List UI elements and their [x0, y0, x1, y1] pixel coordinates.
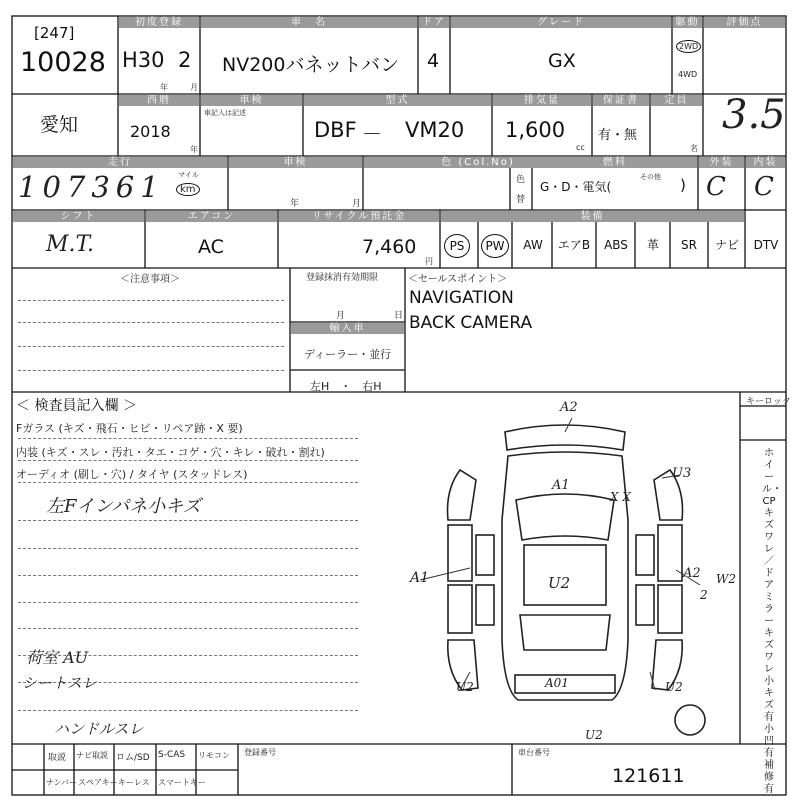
first-reg-month: 2 [178, 48, 192, 72]
drive-2wd: 2WD [676, 40, 701, 53]
option-spare-key: スペアキー [78, 778, 118, 787]
registration-header: 登録番号 [244, 748, 276, 757]
mileage-header: 走行 [13, 157, 227, 168]
recycle-header: リサイクル預託金 [279, 211, 439, 222]
option-rom-sd: ロム/SD [116, 753, 150, 763]
side-note: ホイール・CPキズ ワレ／ドアミラーキズ ワレ 小キズ有 小凹有 補修有 [762, 448, 782, 795]
inspector-header: ＜ 検査員記入欄 ＞ [16, 398, 137, 414]
shift-header: シフト [13, 211, 144, 222]
model-name: NV200バネットバン [222, 54, 400, 76]
capacity-header: 定員 [651, 95, 702, 106]
drive-4wd: 4WD [678, 70, 698, 79]
model-code-value: VM20 [405, 118, 465, 142]
sales-point-header: ＜セールスポイント＞ [408, 274, 508, 285]
shaken-month-unit: 月 [352, 199, 362, 209]
equip-pw: PW [481, 234, 509, 258]
option-navi-manual: ナビ取説 [76, 751, 108, 760]
region: 愛知 [40, 114, 79, 136]
recycle-value: 7,460 [362, 236, 417, 258]
shaken-year-unit: 年 [290, 199, 300, 209]
first-reg-era: H30 [122, 48, 165, 72]
equipment-header: 装備 [441, 211, 744, 222]
aircon-header: エアコン [146, 211, 277, 222]
chassis-header: 車台番号 [518, 748, 550, 757]
grade-header: グレード [451, 17, 671, 28]
displacement-header: 排気量 [493, 95, 591, 106]
vehicle-note-header: 車検 [201, 95, 302, 106]
interior-value: C [754, 172, 774, 202]
option-number: ナンバー [46, 778, 78, 787]
lot-bracket: [247] [34, 24, 75, 42]
mileage-km-label: km [176, 183, 200, 196]
inspector-line-1: Fガラス (キズ・飛石・ヒビ・リペア跡・X 要) [16, 422, 243, 435]
mark-u2-br: U2 [665, 680, 683, 694]
exterior-header: 外装 [699, 157, 744, 168]
mark-u2-bl: U2 [456, 680, 474, 694]
option-scas: S-CAS [158, 750, 186, 760]
doors-value: 4 [427, 50, 440, 72]
year-unit: 年 [190, 145, 198, 154]
equip-navi: ナビ [714, 238, 739, 252]
key-lock-label: キーロック [746, 397, 791, 407]
mark-u2-bottom: U2 [585, 728, 603, 742]
first-reg-year-unit: 年 [160, 83, 168, 92]
import-header: 輸入車 [291, 323, 404, 334]
equip-sr: SR [681, 238, 697, 252]
mileage-value: 107361 [18, 170, 165, 204]
exterior-value: C [706, 172, 726, 202]
first-reg-month-unit: 月 [190, 83, 198, 92]
drive-header: 駆動 [673, 17, 702, 28]
first-reg-header: 初度登録 [119, 17, 199, 28]
mark-u3: U3 [672, 466, 692, 481]
mark-a2-right: A2 [683, 566, 701, 581]
year-header: 西暦 [119, 95, 199, 106]
lot-number: 10028 [20, 47, 106, 78]
color-header: 色 (Col.No) [364, 157, 592, 168]
sales-point-line-2: BACK CAMERA [409, 313, 533, 333]
mark-u2-center: U2 [548, 574, 571, 592]
grade-value: GX [548, 50, 576, 72]
option-remote: リモコン [198, 751, 230, 760]
aircon-value: AC [198, 236, 224, 258]
option-keyless: キーレス [118, 778, 150, 787]
color-change-top: 色 [516, 175, 526, 185]
reg-expiry-header: 登録抹消有効期限 [306, 273, 379, 283]
rating-header: 評価点 [704, 17, 785, 28]
interior-header: 内装 [746, 157, 785, 168]
fuel-other: その他 [640, 173, 661, 181]
displacement-unit: cc [576, 143, 585, 152]
import-dealer: ディーラー・並行 [304, 348, 392, 361]
color-change-bottom: 替 [516, 195, 526, 205]
mark-2: 2 [700, 588, 708, 602]
shift-value: M.T. [46, 232, 94, 257]
inspector-hand-note-3: シートスレ [22, 674, 97, 692]
equip-abs: ABS [604, 238, 628, 252]
vehicle-note-sub: 車記入は記述 [204, 109, 246, 117]
inspector-hand-note: 左Fインパネ小キズ [46, 496, 201, 517]
doors-header: ドア [419, 17, 449, 28]
import-handle: 左H ・ 右H [310, 380, 382, 393]
mark-a1-left: A1 [410, 570, 430, 586]
capacity-unit: 名 [690, 144, 698, 153]
equip-airbag: エアB [557, 238, 591, 252]
displacement-value: 1,600 [505, 118, 566, 142]
equip-ps: PS [444, 234, 470, 258]
rating-value: 3.5 [722, 92, 786, 138]
year-value: 2018 [130, 122, 171, 141]
fuel-close: ) [680, 176, 686, 194]
fuel-value: G・D・電気( [540, 180, 612, 194]
inspector-hand-note-2: 荷室 AU [26, 648, 89, 667]
fuel-header: 燃料 [533, 157, 697, 168]
model-code-header: 型式 [304, 95, 491, 106]
equip-leather: 革 [646, 238, 659, 252]
warranty-value: 有・無 [598, 128, 638, 143]
warranty-header: 保証書 [593, 95, 649, 106]
model-code-dash: － [362, 122, 382, 146]
reg-expiry-month: 月 [336, 311, 346, 321]
inspector-hand-note-4: ハンドルスレ [54, 720, 144, 738]
sales-point-line-1: NAVIGATION [409, 288, 514, 308]
mark-x: X X [610, 490, 631, 504]
option-smart-key: スマートキー [158, 778, 206, 787]
mark-a01: A01 [545, 676, 569, 690]
shaken-header: 車検 [229, 157, 362, 168]
notes-header: ＜注意事項＞ [120, 274, 180, 285]
model-name-header: 車 名 [201, 17, 417, 28]
equip-dtv: DTV [753, 238, 779, 252]
mark-a1-top: A1 [552, 478, 570, 493]
chassis-value: 121611 [612, 765, 685, 787]
inspector-line-3: オーディオ (刷し・穴) / タイヤ (スタッドレス) [16, 468, 248, 481]
mark-w2: W2 [716, 572, 736, 586]
model-code-prefix: DBF [314, 118, 357, 142]
mark-a2-top: A2 [560, 400, 578, 415]
equip-aw: AW [523, 238, 543, 252]
recycle-unit: 円 [425, 257, 433, 266]
inspector-line-2: 内装 (キズ・スレ・汚れ・タエ・コゲ・穴・キレ・破れ・割れ) [16, 446, 325, 459]
option-manual: 取説 [48, 753, 67, 763]
mileage-mile-label: マイル [178, 171, 199, 179]
reg-expiry-day: 日 [394, 311, 404, 321]
